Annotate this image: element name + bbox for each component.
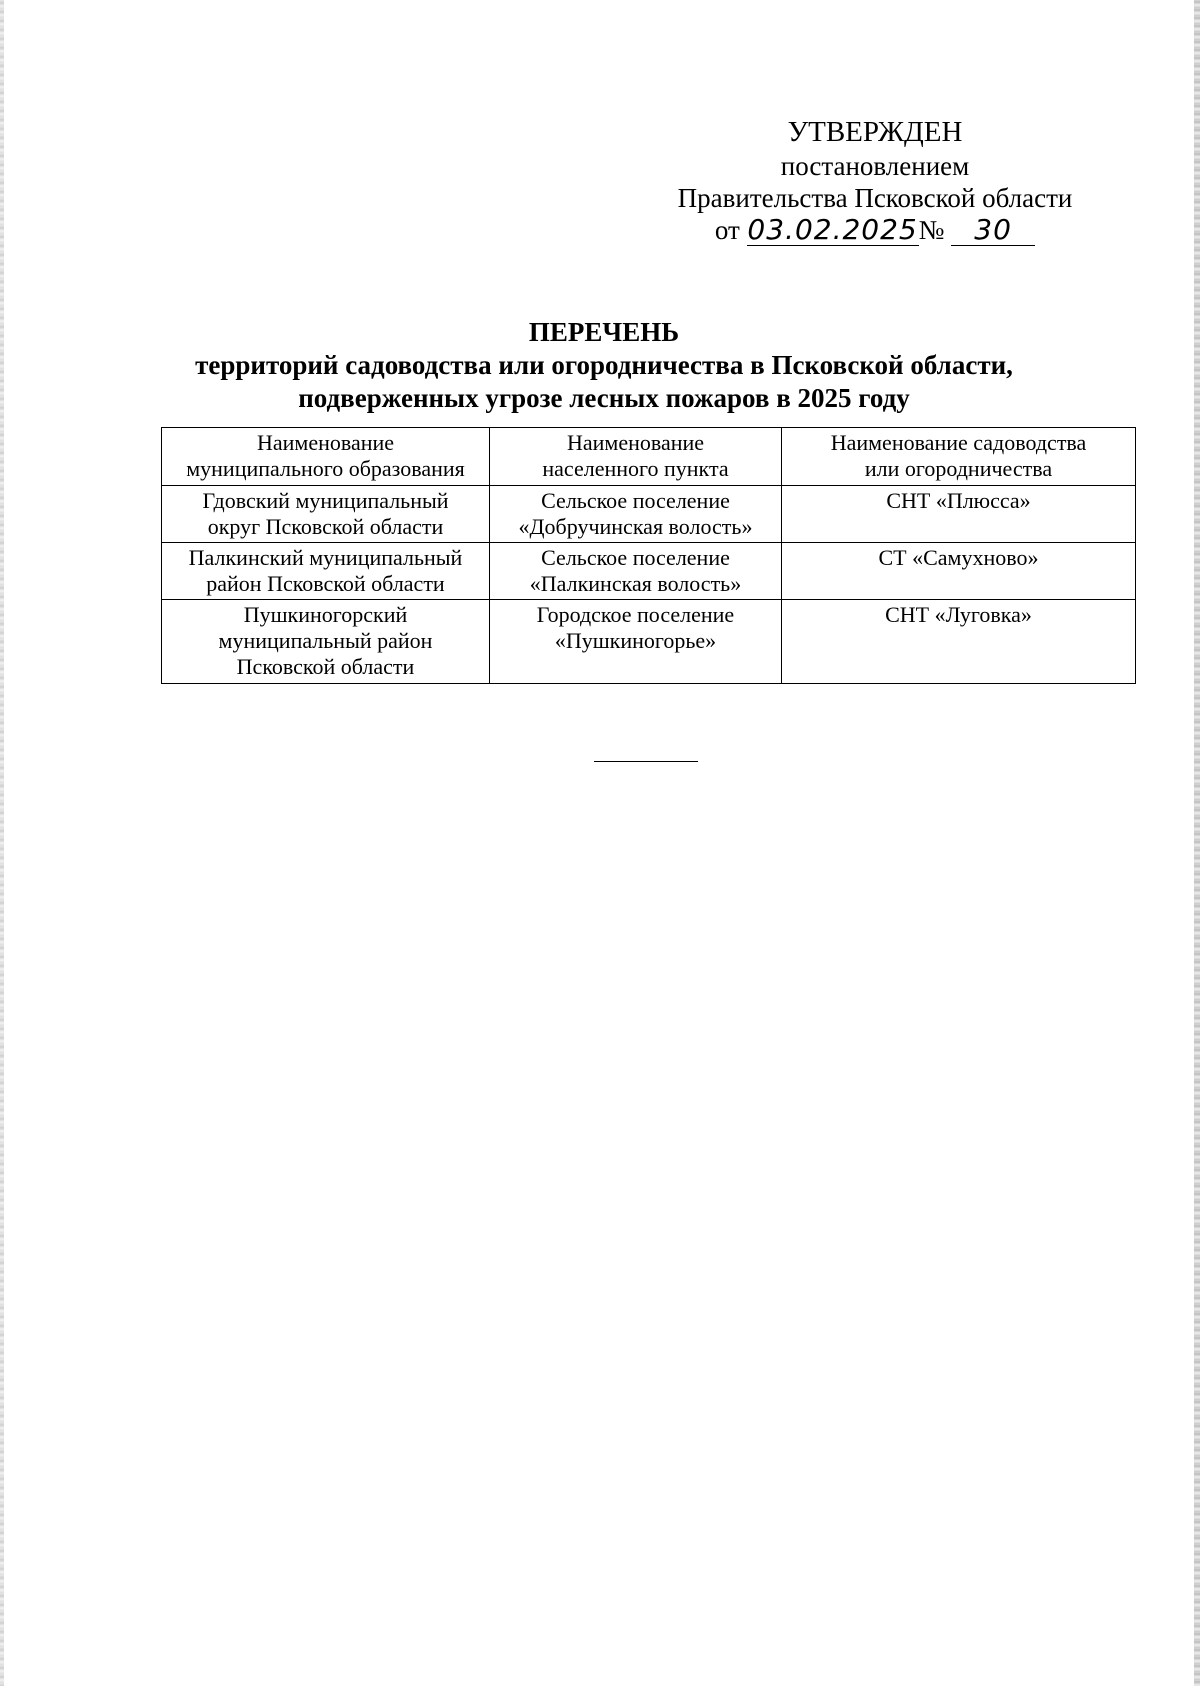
- territories-table: [161, 427, 1136, 684]
- table-header-row: [162, 428, 1136, 486]
- cell-municipality: Палкинский муниципальный район Псковской области: [162, 543, 490, 600]
- end-of-document-line: [594, 761, 698, 762]
- cell-settlement: Городское поселение «Пушкиногорье»: [490, 600, 782, 684]
- scan-left-edge: [0, 0, 4, 1686]
- approval-status: УТВЕРЖДЕН: [787, 116, 963, 148]
- approval-date-number-line: [640, 214, 1110, 246]
- header-municipality: Наименование муниципального образования: [162, 428, 490, 486]
- header-garden-society: Наименование садоводства или огородничества: [782, 428, 1136, 486]
- scan-right-edge: [1194, 0, 1200, 1686]
- document-title: [150, 316, 1058, 415]
- cell-garden-society: СНТ «Плюсса»: [782, 486, 1136, 543]
- table-row: [162, 543, 1136, 600]
- cell-municipality: Гдовский муниципальный округ Псковской области: [162, 486, 490, 543]
- cell-settlement: Сельское поселение «Палкинская волость»: [490, 543, 782, 600]
- title-line-2: подверженных угрозе лесных пожаров в 2025 году: [298, 383, 910, 413]
- cell-municipality: Пушкиногорский муниципальный район Псковской области: [162, 600, 490, 684]
- approval-line-3: Правительства Псковской области: [677, 183, 1073, 213]
- handwritten-date: 03.02.2025: [747, 213, 918, 246]
- date-prefix: от: [714, 215, 740, 245]
- title-heading: ПЕРЕЧЕНЬ: [528, 317, 680, 347]
- handwritten-number: 30: [951, 215, 1035, 246]
- cell-garden-society: СТ «Самухново»: [782, 543, 1136, 600]
- table-row: [162, 600, 1136, 684]
- cell-settlement: Сельское поселение «Добручинская волость»: [490, 486, 782, 543]
- cell-garden-society: СНТ «Луговка»: [782, 600, 1136, 684]
- number-sign: №: [918, 215, 945, 245]
- approval-stamp-block: [640, 114, 1110, 246]
- approval-line-2: постановлением: [780, 151, 970, 181]
- title-line-1: территорий садоводства или огородничества в Псковской области,: [195, 350, 1013, 380]
- table-row: [162, 486, 1136, 543]
- header-settlement: Наименование населенного пункта: [490, 428, 782, 486]
